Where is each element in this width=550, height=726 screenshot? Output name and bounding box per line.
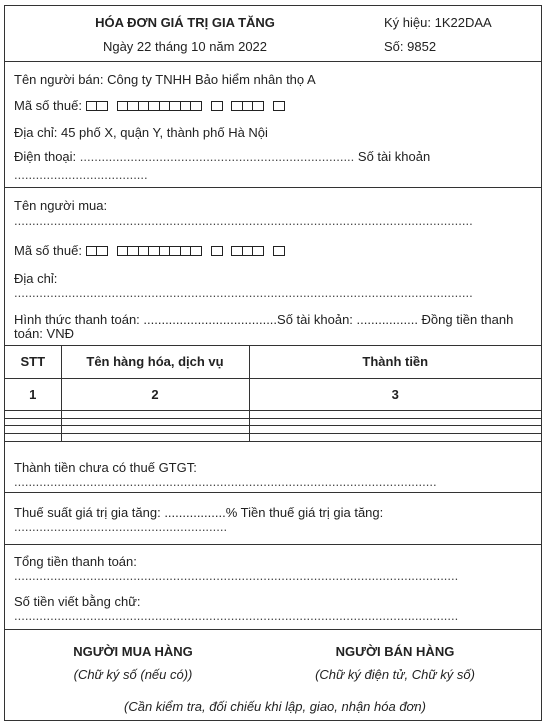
seller-phone-label: Điện thoại: — [14, 149, 77, 164]
header-goods: Tên hàng hóa, dịch vụ — [61, 346, 249, 378]
index-cell: 1 — [5, 378, 61, 410]
table-row — [5, 418, 541, 425]
vat-dots: ........................................................... — [14, 519, 228, 534]
table-row — [5, 425, 541, 433]
tax-digit-box — [252, 246, 264, 256]
buyer-sign-note: (Chữ ký số (nếu có)) — [73, 667, 193, 682]
tax-digit-box — [96, 246, 108, 256]
invoice-number: Số: 9852 — [384, 39, 437, 54]
tax-digit-box — [211, 101, 223, 111]
table-row — [5, 433, 541, 441]
items-table — [5, 346, 541, 442]
buyer-tax-code — [14, 243, 283, 258]
words-label: Số tiền viết bằng chữ: — [14, 594, 141, 609]
table-index-row — [5, 378, 541, 410]
buyer-tax-label: Mã số thuế: — [14, 243, 82, 258]
header-amount: Thành tiền — [249, 346, 541, 378]
vat-line: Thuế suất giá trị gia tăng: .................% Tiền thuế giá trị gia tăng: — [14, 505, 384, 520]
seller-tax-code — [14, 98, 283, 113]
invoice-symbol: Ký hiệu: 1K22DAA — [384, 15, 492, 30]
seller-tax-label: Mã số thuế: — [14, 98, 82, 113]
words-dots: ........................................................................................................................... — [14, 608, 459, 623]
tax-digit-box — [252, 101, 264, 111]
tax-digit-box — [96, 101, 108, 111]
buyer-address-dots: ............................................................................................................................... — [14, 285, 473, 300]
buyer-sign-title: NGƯỜI MUA HÀNG — [73, 644, 193, 659]
payment-method-line1: Hình thức thanh toán: .....................................Số tài khoản: ................. Đồng tiền thanh — [14, 312, 514, 327]
seller-account-label: Số tài khoản — [357, 149, 431, 164]
payment-method-line2: toán: VNĐ — [14, 326, 74, 341]
buyer-tax-boxes — [86, 246, 284, 256]
invoice-page — [4, 5, 542, 721]
seller-sign-title: NGƯỜI BÁN HÀNG — [335, 644, 455, 659]
seller-tax-boxes — [86, 101, 284, 111]
total-section — [5, 545, 541, 630]
seller-sign-note: (Chữ ký điện tử, Chữ ký số) — [315, 667, 475, 682]
seller-phone — [14, 149, 430, 164]
total-label: Tổng tiền thanh toán: — [14, 554, 137, 569]
invoice-header — [5, 6, 541, 62]
buyer-section — [5, 188, 541, 346]
footer-note: (Cần kiểm tra, đối chiếu khi lập, giao, nhận hóa đơn) — [124, 699, 426, 714]
table-header-row — [5, 346, 541, 378]
vat-section — [5, 493, 541, 545]
seller-section — [5, 62, 541, 188]
tax-digit-box — [190, 101, 202, 111]
invoice-title: HÓA ĐƠN GIÁ TRỊ GIA TĂNG — [95, 15, 275, 30]
pretax-section — [5, 449, 541, 493]
pretax-label: Thành tiền chưa có thuế GTGT: — [14, 460, 197, 475]
tax-digit-box — [211, 246, 223, 256]
total-dots: ........................................................................................................................... — [14, 568, 459, 583]
seller-account-dots: ..................................... — [14, 167, 148, 182]
tax-digit-box — [190, 246, 202, 256]
tax-digit-box — [273, 101, 285, 111]
index-cell: 2 — [61, 378, 249, 410]
header-stt: STT — [5, 346, 61, 378]
buyer-name-label: Tên người mua: — [14, 198, 108, 213]
items-section — [5, 346, 541, 448]
tax-digit-box — [273, 246, 285, 256]
index-cell: 3 — [249, 378, 541, 410]
seller-address: Địa chỉ: 45 phố X, quận Y, thành phố Hà Nội — [14, 125, 268, 140]
invoice-date: Ngày 22 tháng 10 năm 2022 — [102, 39, 268, 54]
table-row — [5, 410, 541, 418]
signature-section — [5, 630, 541, 720]
seller-phone-dots: ............................................................................ — [79, 149, 355, 164]
buyer-address-label: Địa chỉ: — [14, 271, 58, 286]
pretax-dots: ..................................................................................................................... — [14, 474, 437, 489]
buyer-name-dots: ............................................................................................................................... — [14, 213, 473, 228]
seller-name: Tên người bán: Công ty TNHH Bảo hiểm nhân thọ A — [14, 72, 316, 87]
